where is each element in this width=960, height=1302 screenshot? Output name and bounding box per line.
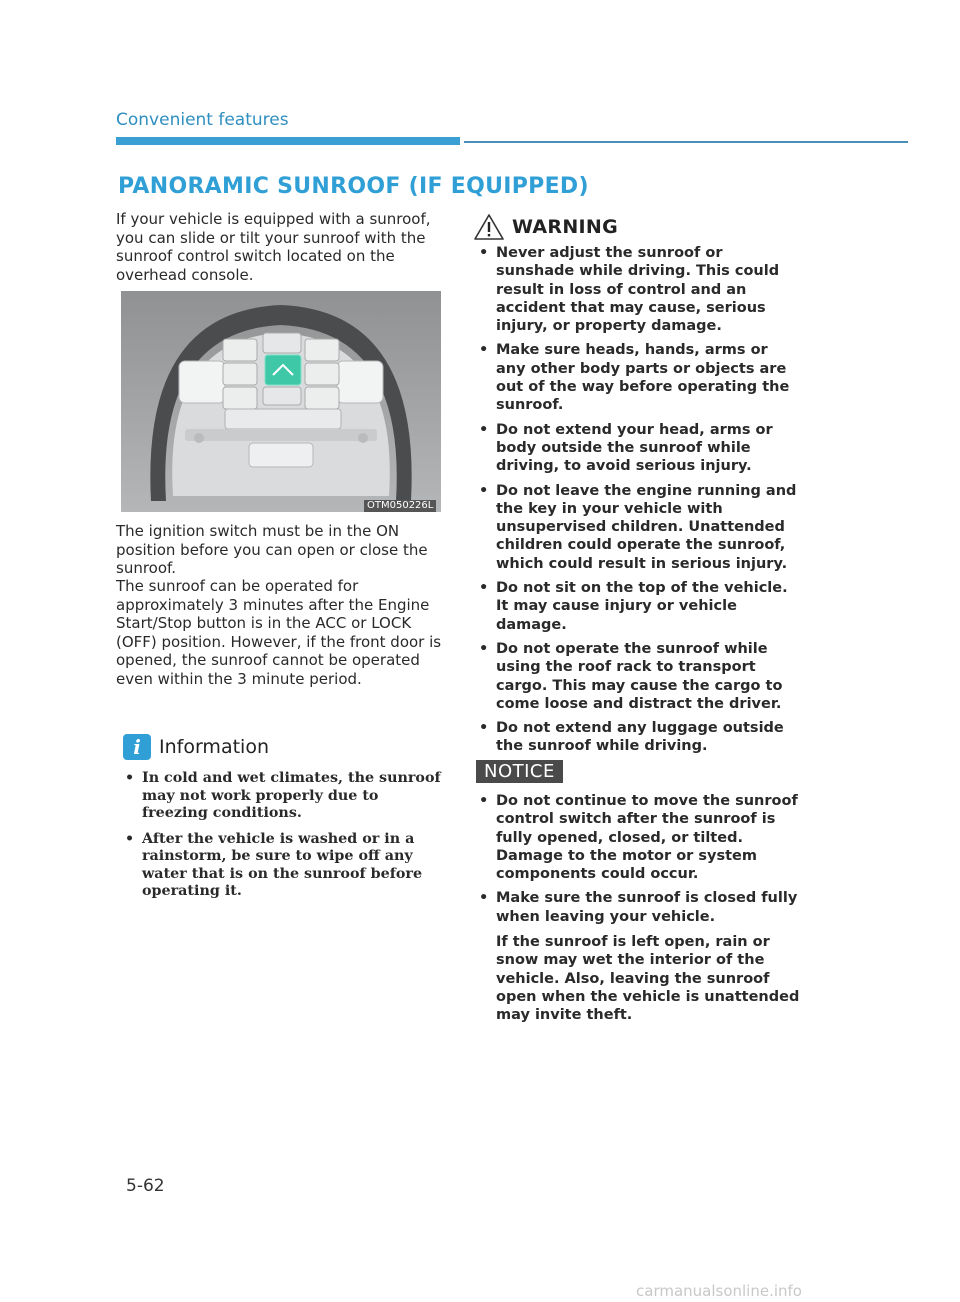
page-number: 5-62 bbox=[126, 1176, 165, 1196]
notice-list bbox=[472, 792, 802, 1031]
warning-item: • Do not operate the sunroof while using the roof rack to transport cargo. This may cause the cargo to come loose and distract the driver. bbox=[472, 640, 802, 713]
information-label: Information bbox=[159, 736, 269, 758]
overhead-console-photo bbox=[121, 291, 441, 512]
notice-item: • Do not continue to move the sunroof control switch after the sunroof is fully opened, closed, or tilted. Damage to the motor or system components could occur. bbox=[472, 792, 802, 883]
section-title: Convenient features bbox=[116, 110, 289, 130]
main-heading: PANORAMIC SUNROOF (IF EQUIPPED) bbox=[118, 174, 589, 199]
ignition-paragraph: The ignition switch must be in the ON position before you can open or close the sunroof. bbox=[116, 522, 428, 577]
header-rule bbox=[464, 141, 908, 143]
notice-sub-paragraph: If the sunroof is left open, rain or snow may wet the interior of the vehicle. Also, leaving the sunroof open when the vehicle is unattended may invite theft. bbox=[496, 934, 800, 1024]
header-accent-bar bbox=[116, 137, 460, 145]
warning-header bbox=[474, 214, 618, 240]
warning-item: • Do not extend your head, arms or body outside the sunroof while driving, to avoid serious injury. bbox=[472, 421, 802, 476]
warning-item: • Do not leave the engine running and the key in your vehicle with unsupervised children. Unattended children could operate the sunroof, which could result in serious injury. bbox=[472, 482, 802, 573]
operation-time-paragraph: The sunroof can be operated for approximately 3 minutes after the Engine Start/Stop button is in the ACC or LOCK (OFF) position. However, if the front door is opened, the sunroof cannot be operated even within the 3 minute period. bbox=[116, 577, 442, 688]
notice-item-text: Make sure the sunroof is closed fully when leaving your vehicle. bbox=[496, 890, 798, 925]
warning-item: • Never adjust the sunroof or sunshade while driving. This could result in loss of control and an accident that may cause, serious injury, or property damage. bbox=[472, 244, 802, 335]
figure-code: OTM050226L bbox=[364, 500, 436, 512]
information-header bbox=[123, 734, 269, 760]
warning-item: • Do not sit on the top of the vehicle. It may cause injury or vehicle damage. bbox=[472, 579, 802, 634]
warning-list bbox=[472, 244, 802, 762]
information-item: • After the vehicle is washed or in a rainstorm, be sure to wipe off any water that is on the sunroof before operating it. bbox=[116, 831, 446, 901]
notice-badge: NOTICE bbox=[476, 760, 563, 783]
notice-item bbox=[472, 889, 802, 1024]
warning-triangle-icon bbox=[474, 214, 504, 240]
watermark: carmanualsonline.info bbox=[636, 1282, 802, 1300]
intro-paragraph: If your vehicle is equipped with a sunroof, you can slide or tilt your sunroof with the sunroof control switch located on the overhead console. bbox=[116, 210, 431, 284]
warning-item: • Make sure heads, hands, arms or any other body parts or objects are out of the way before operating the sunroof. bbox=[472, 341, 802, 414]
information-list bbox=[116, 770, 446, 909]
warning-item: • Do not extend any luggage outside the sunroof while driving. bbox=[472, 719, 802, 756]
warning-label: WARNING bbox=[512, 216, 619, 238]
information-icon: i bbox=[123, 734, 151, 760]
information-item: • In cold and wet climates, the sunroof may not work properly due to freezing conditions. bbox=[116, 770, 446, 823]
